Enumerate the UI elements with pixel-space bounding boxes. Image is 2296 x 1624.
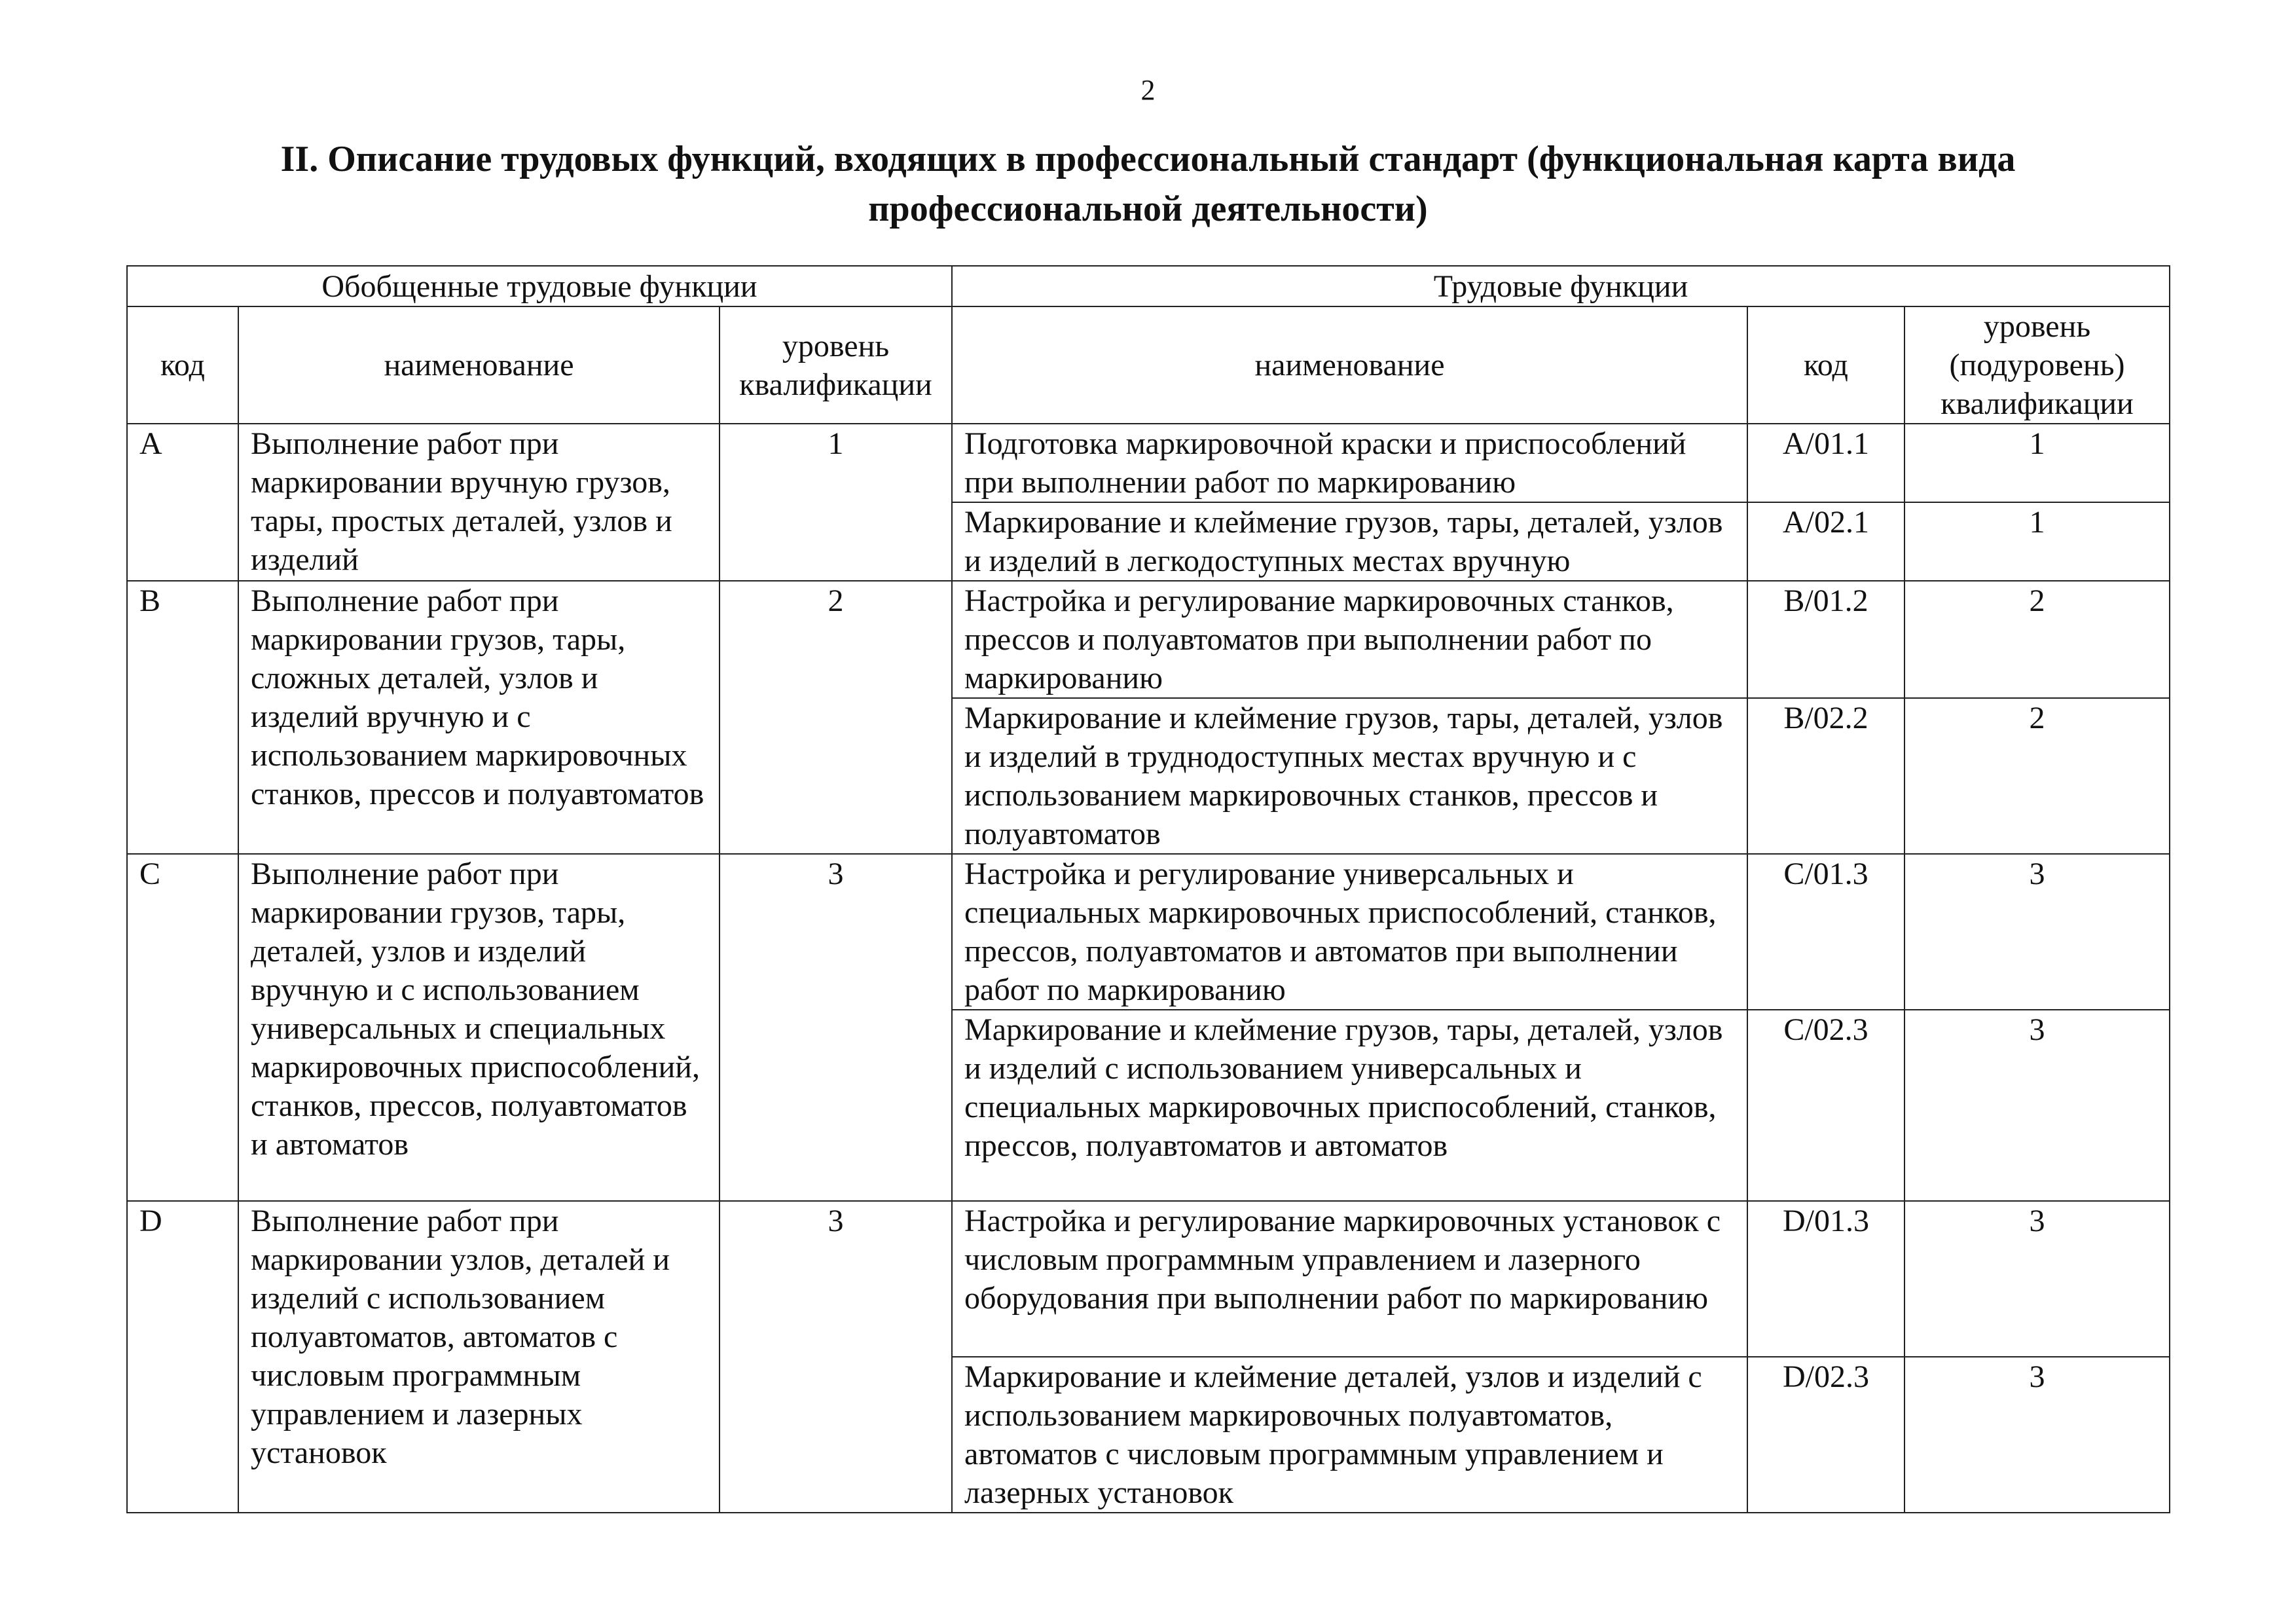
group-name: Выполнение работ при маркировании грузов, тары, деталей, узлов и изделий вручную и с использованием универсальных и специальных маркировочных приспособлений, станков, прессов, полуавтоматов и автоматов — [238, 854, 720, 1201]
table-row — [127, 581, 2170, 698]
function-code: A/02.1 — [1747, 502, 1904, 581]
group-level: 3 — [720, 1201, 952, 1513]
labor-functions-header: Трудовые функции — [952, 266, 2170, 306]
function-code: C/02.3 — [1747, 1010, 1904, 1201]
function-name: Маркирование и клеймение грузов, тары, деталей, узлов и изделий в легкодоступных местах вручную — [952, 502, 1747, 581]
function-level: 2 — [1904, 581, 2170, 698]
function-code: C/01.3 — [1747, 854, 1904, 1010]
function-name: Маркирование и клеймение грузов, тары, деталей, узлов и изделий с использованием универсальных и специальных маркировочных приспособлений, станков, прессов, полуавтоматов и автоматов — [952, 1010, 1747, 1201]
group-code: C — [127, 854, 238, 1201]
function-code: A/01.1 — [1747, 424, 1904, 502]
table-row — [127, 1201, 2170, 1357]
generalized-functions-header: Обобщенные трудовые функции — [127, 266, 952, 306]
group-name: Выполнение работ при маркировании узлов, деталей и изделий с использованием полуавтоматов, автоматов с числовым программным управлением и лазерных установок — [238, 1201, 720, 1513]
group-header-row — [127, 266, 2170, 306]
function-level: 1 — [1904, 502, 2170, 581]
table-row — [127, 854, 2170, 1010]
group-level: 1 — [720, 424, 952, 581]
column-header-row — [127, 306, 2170, 424]
function-name: Подготовка маркировочной краски и приспособлений при выполнении работ по маркированию — [952, 424, 1747, 502]
function-code: B/01.2 — [1747, 581, 1904, 698]
page-number: 2 — [1140, 74, 1156, 106]
function-name: Настройка и регулирование маркировочных установок с числовым программным управлением и лазерного оборудования при выполнении работ по маркированию — [952, 1201, 1747, 1357]
function-level: 3 — [1904, 1357, 2170, 1513]
group-name: Выполнение работ при маркировании грузов, тары, сложных деталей, узлов и изделий вручную и с использованием маркировочных станков, прессов и полуавтоматов — [238, 581, 720, 854]
functional-map-table — [126, 265, 2170, 1513]
tf-level-header: уровень (подуровень) квалификации — [1904, 306, 2170, 424]
group-code: A — [127, 424, 238, 581]
function-level: 3 — [1904, 854, 2170, 1010]
group-level: 2 — [720, 581, 952, 854]
table-row — [127, 424, 2170, 502]
tf-code-header: код — [1747, 306, 1904, 424]
gen-level-header: уровень квалификации — [720, 306, 952, 424]
function-code: D/01.3 — [1747, 1201, 1904, 1357]
function-name: Настройка и регулирование маркировочных станков, прессов и полуавтоматов при выполнении работ по маркированию — [952, 581, 1747, 698]
function-level: 1 — [1904, 424, 2170, 502]
function-name: Маркирование и клеймение деталей, узлов и изделий с использованием маркировочных полуавтоматов, автоматов с числовым программным управлением и лазерных установок — [952, 1357, 1747, 1513]
page-title: II. Описание трудовых функций, входящих в профессиональный стандарт (функциональная карта вида профессиональной деятельности) — [280, 139, 2016, 229]
function-name: Маркирование и клеймение грузов, тары, деталей, узлов и изделий в труднодоступных местах вручную и с использованием маркировочных станков, прессов и полуавтоматов — [952, 698, 1747, 854]
function-level: 2 — [1904, 698, 2170, 854]
group-code: B — [127, 581, 238, 854]
group-code: D — [127, 1201, 238, 1513]
function-code: D/02.3 — [1747, 1357, 1904, 1513]
gen-code-header: код — [127, 306, 238, 424]
tf-name-header: наименование — [952, 306, 1747, 424]
function-code: B/02.2 — [1747, 698, 1904, 854]
function-name: Настройка и регулирование универсальных и специальных маркировочных приспособлений, станков, прессов, полуавтоматов и автоматов при выполнении работ по маркированию — [952, 854, 1747, 1010]
function-level: 3 — [1904, 1201, 2170, 1357]
function-level: 3 — [1904, 1010, 2170, 1201]
group-name: Выполнение работ при маркировании вручную грузов, тары, простых деталей, узлов и изделий — [238, 424, 720, 581]
group-level: 3 — [720, 854, 952, 1201]
gen-name-header: наименование — [238, 306, 720, 424]
